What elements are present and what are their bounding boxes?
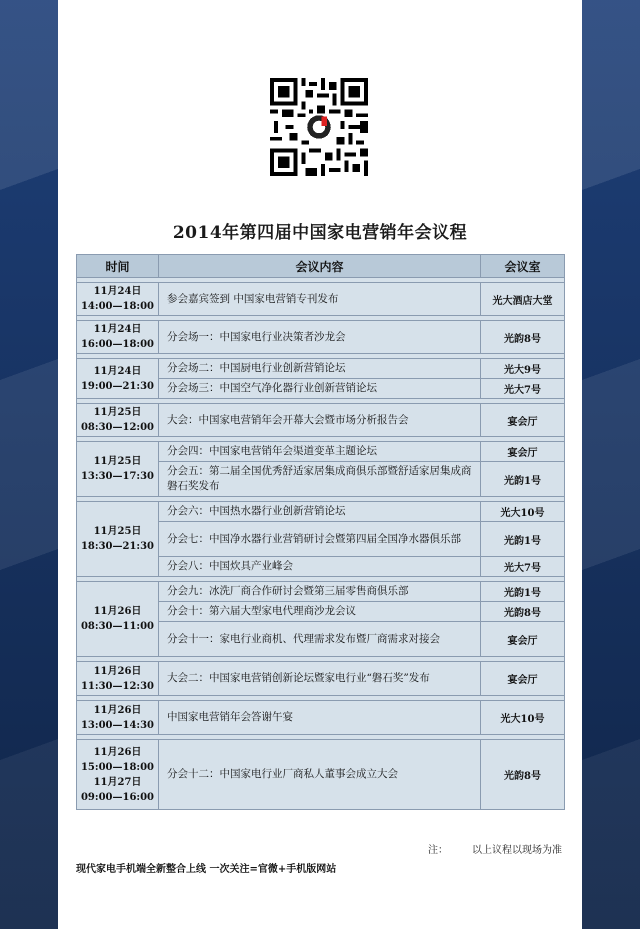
- content-cell: 分会十二：中国家电行业厂商私人董事会成立大会: [159, 740, 481, 810]
- content-cell: 分会场一：中国家电行业决策者沙龙会: [159, 321, 481, 354]
- room-cell: 宴会厅: [481, 662, 565, 696]
- table-row: [77, 582, 565, 602]
- room-cell: 光大9号: [481, 359, 565, 379]
- content-cell: 分会场三：中国空气净化器行业创新营销论坛: [159, 379, 481, 399]
- content-cell: 分会五：第二届全国优秀舒适家居集成商俱乐部暨舒适家居集成商磐石奖发布: [159, 462, 481, 497]
- content-cell: 分会七：中国净水器行业营销研讨会暨第四届全国净水器俱乐部: [159, 522, 481, 557]
- room-cell: 宴会厅: [481, 622, 565, 657]
- room-cell: 光大7号: [481, 557, 565, 577]
- time-cell: 11月25日 18:30—21:30: [77, 502, 159, 577]
- table-row: [77, 359, 565, 379]
- room-cell: 光韵8号: [481, 602, 565, 622]
- table-row: [77, 442, 565, 462]
- time-cell: 11月26日 08:30—11:00: [77, 582, 159, 657]
- time-cell: 11月24日 14:00—18:00: [77, 283, 159, 316]
- time-cell: 11月26日 11:30—12:30: [77, 662, 159, 696]
- room-cell: 光大酒店大堂: [481, 283, 565, 316]
- table-row: [77, 321, 565, 354]
- note-text: 以上议程以现场为准: [472, 845, 562, 856]
- time-cell: 11月24日 19:00—21:30: [77, 359, 159, 399]
- time-cell: 11月24日 16:00—18:00: [77, 321, 159, 354]
- header-content: 会议内容: [159, 255, 481, 278]
- content-cell: 分会八：中国炊具产业峰会: [159, 557, 481, 577]
- content-cell: 中国家电营销年会答谢午宴: [159, 701, 481, 735]
- content-cell: 分会四：中国家电营销年会渠道变革主题论坛: [159, 442, 481, 462]
- room-cell: 光大7号: [481, 379, 565, 399]
- table-row: [77, 662, 565, 696]
- content-cell: 分会十一：家电行业商机、代理需求发布暨厂商需求对接会: [159, 622, 481, 657]
- content-cell: 大会：中国家电营销年会开幕大会暨市场分析报告会: [159, 404, 481, 437]
- room-cell: 光韵1号: [481, 462, 565, 497]
- room-cell: 光大10号: [481, 701, 565, 735]
- header-room: 会议室: [481, 255, 565, 278]
- background-left-panel: [0, 0, 58, 929]
- room-cell: 光韵8号: [481, 740, 565, 810]
- table-header-row: [77, 255, 565, 278]
- background-right-panel: [582, 0, 640, 929]
- room-cell: 光韵1号: [481, 522, 565, 557]
- table-row: [77, 502, 565, 522]
- header-time: 时间: [77, 255, 159, 278]
- content-cell: 分会十：第六届大型家电代理商沙龙会议: [159, 602, 481, 622]
- content-cell: 大会二：中国家电营销创新论坛暨家电行业“磐石奖”发布: [159, 662, 481, 696]
- agenda-table: [76, 254, 565, 810]
- note-label: 注：: [428, 845, 448, 856]
- content-cell: 参会嘉宾签到 中国家电营销专刊发布: [159, 283, 481, 316]
- content-cell: 分会六：中国热水器行业创新营销论坛: [159, 502, 481, 522]
- time-cell: 11月26日 15:00—18:00 11月27日 09:00—16:00: [77, 740, 159, 810]
- room-cell: 光韵1号: [481, 582, 565, 602]
- room-cell: 宴会厅: [481, 442, 565, 462]
- content-cell: 分会九：冰洗厂商合作研讨会暨第三届零售商俱乐部: [159, 582, 481, 602]
- schedule-note: [428, 841, 562, 856]
- room-cell: 宴会厅: [481, 404, 565, 437]
- footer-text: 现代家电手机端全新整合上线 一次关注=官微+手机版网站: [76, 864, 337, 875]
- table-row: [77, 283, 565, 316]
- table-row: [77, 404, 565, 437]
- table-row: [77, 701, 565, 735]
- qr-code-icon: [270, 78, 368, 176]
- time-cell: 11月26日 13:00—14:30: [77, 701, 159, 735]
- agenda-sheet: [58, 0, 582, 929]
- page-title: 2014年第四届中国家电营销年会议程: [172, 223, 468, 243]
- time-cell: 11月25日 13:30—17:30: [77, 442, 159, 497]
- room-cell: 光韵8号: [481, 321, 565, 354]
- room-cell: 光大10号: [481, 502, 565, 522]
- time-cell: 11月25日 08:30—12:00: [77, 404, 159, 437]
- table-row: [77, 740, 565, 810]
- content-cell: 分会场二：中国厨电行业创新营销论坛: [159, 359, 481, 379]
